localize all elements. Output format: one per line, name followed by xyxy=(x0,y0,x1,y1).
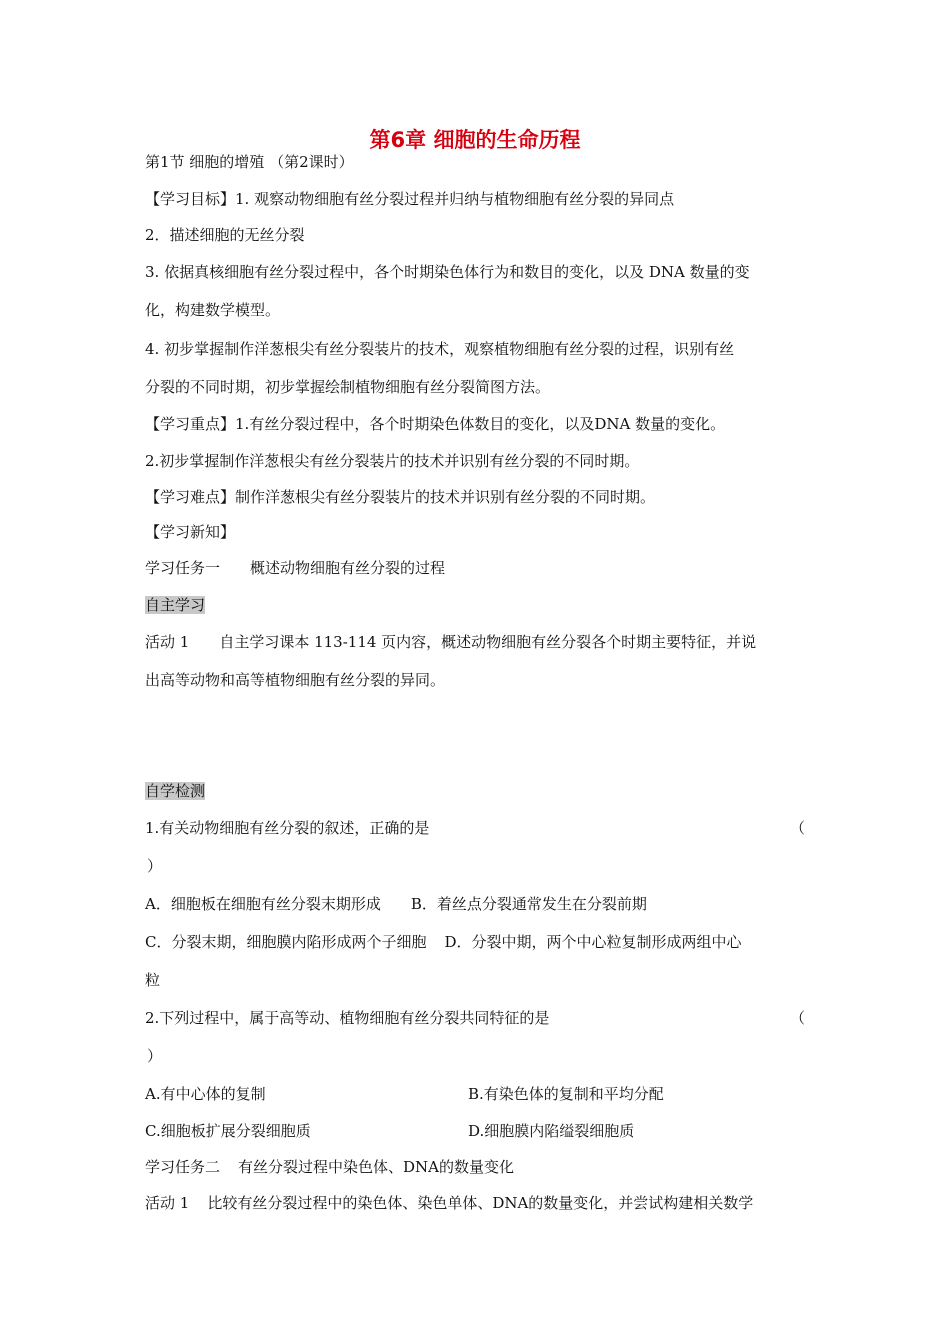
task-1 xyxy=(145,558,445,578)
question-1-option-c: C．分裂末期，细胞膜内陷形成两个子细胞 xyxy=(145,933,427,951)
question-1-stem: 1.有关动物细胞有丝分裂的叙述，正确的是 xyxy=(145,819,430,837)
goal-4-line1: 4. 初步掌握制作洋葱根尖有丝分裂装片的技术，观察植物细胞有丝分裂的过程，识别有丝 xyxy=(145,340,735,358)
question-1-option-d: D．分裂中期，两个中心粒复制形成两组中心 xyxy=(444,933,742,951)
question-1-option-a: A．细胞板在细胞有丝分裂末期形成 xyxy=(145,895,381,913)
question-1-options-ab xyxy=(145,894,647,914)
question-2-stem: 2.下列过程中，属于高等动、植物细胞有丝分裂共同特征的是 xyxy=(145,1009,550,1027)
activity-2-label: 活动 1 xyxy=(145,1194,190,1212)
question-1-paren-close: ） xyxy=(147,857,163,875)
question-2-option-c: C.细胞板扩展分裂细胞质 xyxy=(145,1122,311,1140)
self-check-label: 自学检测 xyxy=(145,782,206,800)
self-study-label: 自主学习 xyxy=(145,596,206,614)
activity-2-line1 xyxy=(145,1193,753,1213)
activity-1-label: 活动 1 xyxy=(145,633,190,651)
question-1-options-cd xyxy=(145,932,742,952)
question-2-option-b: B.有染色体的复制和平均分配 xyxy=(468,1085,664,1103)
goal-1-text: 1. 观察动物细胞有丝分裂过程并归纳与植物细胞有丝分裂的异同点 xyxy=(235,190,675,208)
goal-2: 2．描述细胞的无丝分裂 xyxy=(145,226,305,244)
question-1-option-b: B．着丝点分裂通常发生在分裂前期 xyxy=(410,895,647,913)
goal-4-line2: 分裂的不同时期，初步掌握绘制植物细胞有丝分裂简图方法。 xyxy=(145,378,551,396)
question-1-paren-open: （ xyxy=(790,819,806,837)
task-2-label: 学习任务二 xyxy=(145,1158,221,1176)
activity-1-line1 xyxy=(145,632,756,652)
question-2-paren-open: （ xyxy=(790,1009,806,1027)
chapter-title: 第6章 细胞的生命历程 xyxy=(369,128,581,152)
task-1-text: 概述动物细胞有丝分裂的过程 xyxy=(250,559,446,577)
task-2 xyxy=(145,1157,514,1177)
new-knowledge-heading: 【学习新知】 xyxy=(145,523,236,541)
task-2-text: 有丝分裂过程中染色体、DNA的数量变化 xyxy=(238,1158,515,1176)
question-2-paren-close: ） xyxy=(147,1047,163,1065)
goal-1 xyxy=(145,189,674,209)
activity-2-text: 比较有丝分裂过程中的染色体、染色单体、DNA的数量变化，并尝试构建相关数学 xyxy=(207,1194,754,1212)
activity-1-line2: 出高等动物和高等植物细胞有丝分裂的异同。 xyxy=(145,671,446,689)
question-1-option-d-cont: 粒 xyxy=(145,971,161,989)
goal-3-line2: 化，构建数学模型。 xyxy=(145,301,281,319)
difficulty xyxy=(145,487,655,507)
goals-label: 【学习目标】 xyxy=(145,190,236,208)
keypoint-1-text: 1.有丝分裂过程中，各个时期染色体数目的变化，以及DNA 数量的变化。 xyxy=(235,415,726,433)
keypoints-label: 【学习重点】 xyxy=(145,415,236,433)
goal-3-line1: 3. 依据真核细胞有丝分裂过程中，各个时期染色体行为和数目的变化，以及 DNA 数量的变 xyxy=(145,263,750,281)
keypoint-1 xyxy=(145,414,725,434)
self-study-heading xyxy=(145,595,205,615)
question-2-option-a: A.有中心体的复制 xyxy=(145,1085,266,1103)
section-heading: 第1节 细胞的增殖 （第2课时） xyxy=(145,153,354,171)
task-1-label: 学习任务一 xyxy=(145,559,221,577)
question-2-option-d: D.细胞膜内陷缢裂细胞质 xyxy=(468,1122,635,1140)
difficulty-text: 制作洋葱根尖有丝分裂装片的技术并识别有丝分裂的不同时期。 xyxy=(235,488,656,506)
difficulty-label: 【学习难点】 xyxy=(145,488,236,506)
activity-1-text: 自主学习课本 113-114 页内容，概述动物细胞有丝分裂各个时期主要特征，并说 xyxy=(219,633,757,651)
self-check-heading xyxy=(145,781,205,801)
keypoint-2: 2.初步掌握制作洋葱根尖有丝分裂装片的技术并识别有丝分裂的不同时期。 xyxy=(145,452,640,470)
